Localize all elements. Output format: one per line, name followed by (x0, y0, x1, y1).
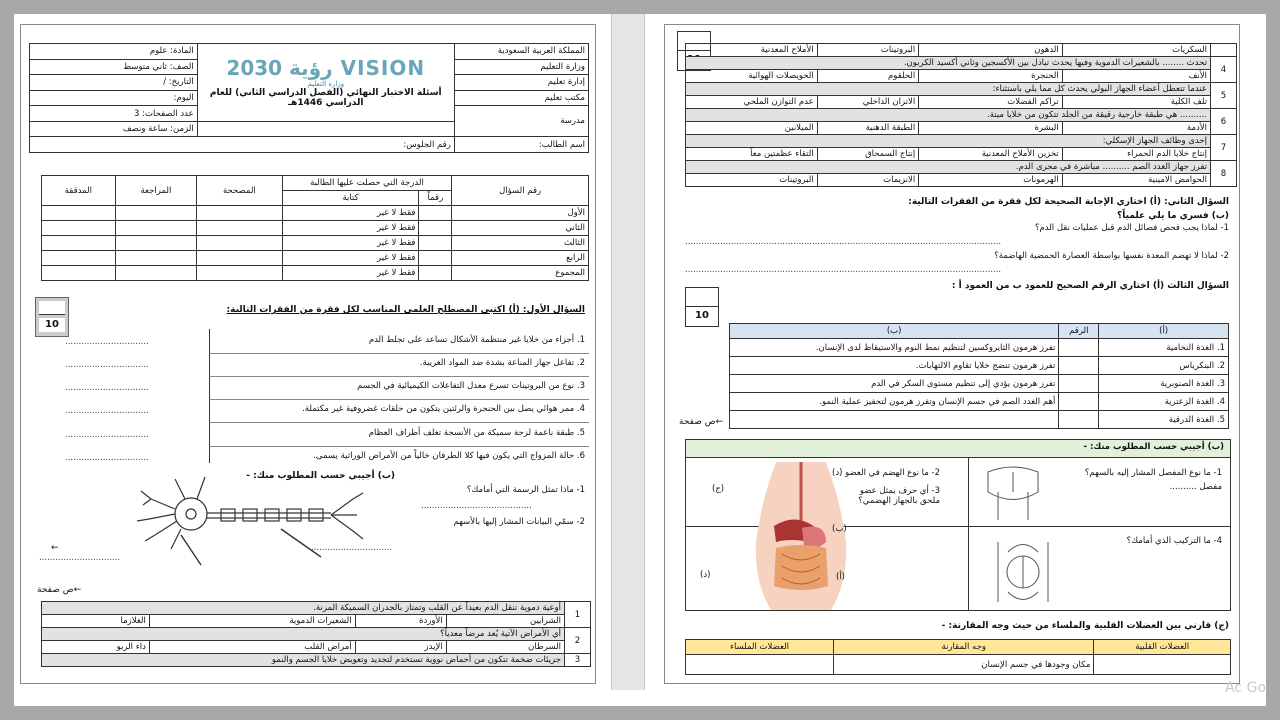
activation-watermark: Ac Go (1225, 680, 1266, 696)
q1-item-1: 1. أجزاء من خلايا غير منتظمة الأشكال تساعد على تجلط الدم (368, 335, 585, 345)
grade-h-digits: رقماً (419, 191, 452, 206)
option: الغلازما (42, 615, 150, 628)
option: الدهون (919, 44, 1062, 57)
option: البروتينات (817, 44, 919, 57)
school-label: مدرسة (454, 106, 588, 137)
knee-joint-illustration (978, 462, 1048, 522)
arrow-label-left: ← (51, 543, 59, 553)
grade-h-question: رقم السؤال (452, 176, 589, 206)
digestive-system-illustration (746, 462, 856, 610)
q1-score-box: 10 (35, 297, 69, 337)
day-label: اليوم: (30, 90, 198, 106)
cmp-h-cardiac: العضلات القلبية (1094, 640, 1231, 655)
option: الشعيرات الدموية (149, 615, 355, 628)
student-name-label: اسم الطالب: (454, 137, 588, 153)
option: السرطان (446, 641, 564, 654)
neuron-illustration (131, 469, 381, 569)
q1-item-2: 2. تفاعل جهاز المناعة بشدة ضد المواد الغريبة. (419, 358, 585, 368)
grade-h-reviewer: المراجعة (115, 176, 196, 206)
mcq-table-left: 1 أوعية دموية تنقل الدم بعيداً عن القلب وتمتاز بالجدران السميكة المرنة. الشرايين الأوردة الشعيرات الدموية الغلازما 2 أي الأمراض الآتية يُعد مرضاً معدياً؟ السرطان الإيدز أمراض القلب داء الربو 3 جزيئات ضخمة تتكون من أحماض نووية تستخدم لتجديد وتعويض خلايا الجسم والنمو (41, 601, 591, 667)
grade-h-corrector: المصححة (197, 176, 283, 206)
date-label: التاريخ: / (30, 75, 198, 91)
turn-page-arrow: ←ص صفحة (37, 585, 82, 595)
q1-item-4: 4. ممر هوائي يصل بين الحنجرة والرئتين يتكون من حلقات غضروفية غير مكتملة. (302, 404, 585, 414)
table-row: مكان وجودها في جسم الإنسان (686, 655, 1231, 675)
table-row: 1. الغدة النخامية تفرز هرمون الثايروكسين لتنظيم نمط النوم والاستيقاظ لدى الإنسان. (730, 339, 1229, 357)
kidney-structure-illustration (978, 532, 1068, 608)
option: الشرايين (446, 615, 564, 628)
table-row: 2. البنكرياس تفرز هرمون تنضج خلايا تقاوم الالتهابات. (730, 357, 1229, 375)
cmp-h-criterion: وجه المقارنة (834, 640, 1094, 655)
comparison-table (685, 639, 1231, 675)
q3c-title: (ج) قارني بين العضلات القلبية والملساء من حيث وجه المقارنة: - (941, 621, 1229, 631)
q3-title: السؤال الثالث (أ) اختاري الرقم الصحيح للعمود ب من العمود أ : (951, 281, 1229, 291)
matching-table (729, 323, 1229, 429)
label-b: (ب) (832, 524, 847, 534)
option: الأوردة (355, 615, 446, 628)
turn-page-arrow-right: ←ص صفحة (679, 417, 724, 427)
exam-page-2: السكريات الدهون البروتينات الأملاح المعدنية 4 تحدث ........ بالشعيرات الدموية وفيها يحدث تبادل بين الأكسجين وثاني أكسيد الكربون. الأنف الحنجرة الحلقوم الحويصلات الهوائية 5 عندما تتعطل أعضاء الجهاز البولي يحدث كل مما يلي باستثناء: تلف الكلية تراكم الفضلات الاتزان الداخلي عدم التوازن الملحي 6 .......... هي طبقة خارجية رقيقة من الجلد تتكون من خلايا ميتة. الأدمة البشرة الطبقة الدهنية الميلانين 7 إحدى وظائف الجهاز الإسكلي: إنتاج خلايا الدم الحمراء تخزين الأملاح المعدنية إنتاج السمحاق التقاء عظمتين معاً 8 تفرز جهاز الغدد الصم .......... مباشرة في مجرى الدم. الحوامض الامينية الهرمونات الانزيمات البروتينات السؤال الثاني: (أ) اختاري الإجابة الصحيحة لكل فقرة من الفقرات التالية: (ب) فسري ما يلي علمياً؟ 1- لماذا يجب فحص فصائل الدم قبل عمليات نقل الدم؟ ..................................................................................................................... 2- لماذا لا تهضم المعدة نفسها بواسطة العصارة الحمضية الهاضمة؟ ..................................................................................................................... السؤال الثالث (أ) اختاري الرقم الصحيح للعمود ب من العمود أ : 10 (أ) الرقم (ب) 1. الغدة النخامية تفرز هرمون الثايروكسين لتنظيم نمط النوم والاستيقاظ لدى الإنسان. 2. البنكرياس تفرز هرمون تنضج خلايا تقاوم الالتهابات. 3. الغدة الصنوبرية تفرز هرمون يؤدي إلى تنظيم مستوى السكر في الدم 4. الغدة الزعترية أهم الغدد الصم في جسم الإنسان وتفرز هرمون لتحفيز عملية النمو. 5. الغدة الدرقية ←ص صفحة (ب) أجيبي حسب المطلوب منك: - 1- ما نوع المفصل المشار إليه بالسهم؟ مفصل .......... 4- ما التركيب الذي أمامك؟ 2- ما نوع الهضم في العضو (د) 3- أي حرف يمثل عضو ملحق بالجهاز الهضمي؟ (ج) (ب) (د) (أ) (ج) قارني بين العضلات القلبية والملساء من حيث وجه المقارنة: - العضلات القلبية وجه المقارنة العضلات الملساء مكان وجودها في جسم الإنسان (664, 24, 1240, 684)
title-area (197, 44, 454, 122)
match-h-a: (أ) (1099, 324, 1229, 339)
q3b-item-1: 1- ما نوع المفصل المشار إليه بالسهم؟ (1084, 468, 1222, 478)
cmp-h-smooth: العضلات الملساء (686, 640, 834, 655)
q1-item-5: 5. طبقة ناعمة لزجة سميكة من الأنسجة تغلف أطراف العظام (368, 428, 585, 438)
q3b-item-1-answer: مفصل .......... (1169, 482, 1222, 492)
page-gutter (611, 14, 645, 690)
q3b-title: (ب) أجيبي حسب المطلوب منك: - (686, 440, 1230, 458)
label-c: (ج) (712, 484, 725, 494)
option: الأملاح المعدنية (686, 44, 818, 57)
q3b-item-3: 3- أي حرف يمثل عضو ملحق بالجهاز الهضمي؟ (858, 486, 940, 506)
q1-item-6: 6. حالة المزواج التي يكون فيها كلا الطرفان خالياً من الأمراض الوراثية يسمى. (313, 451, 585, 461)
grade-label: الصف: ثاني متوسط (30, 59, 198, 75)
table-row: الثالث فقط لا غير (42, 236, 589, 251)
exam-page-1: المملكة العربية السعودية VISION رؤية 2030 وزارة التعليم أسئلة الاختبار النهائي (الفصل الدراسي الثاني) للعام الدراسي 1446هـ المادة: علوم وزارة التعليم الصف: ثاني متوسط إدارة تعليم التاريخ: / مكتب تعليم اليوم: مدرسة عدد الصفحات: 3 الزمن: ساعة ونصف اسم الطالب: رقم الجلوس: رقم السؤال الدرجة التي حصلت عليها الطالبة المصححة المراجعة المدققة رقماً كتابة الأول فقط لا غير الثاني فقط لا غير الثالث فقط لا غير الرابع فقط لا غير المجموع فقط لا غير 10 السؤال الأول: (أ) اكتبي المصطلح العلمي المناسب لكل فقرة من الفقرات التالية: 1. أجزاء من خلايا غير منتظمة الأشكال تساعد على تجلط الدم 2. تفاعل جهاز المناعة بشدة ضد المواد الغريبة. 3. نوع من البروتينات تسرع معدل التفاعلات الكيميائية في الجسم 4. ممر هوائي يصل بين الحنجرة والرئتين يتكون من حلقات غضروفية غير مكتملة. 5. طبقة ناعمة لزجة سميكة من الأنسجة تغلف أطراف العظام 6. حالة المزواج التي يكون فيها كلا الطرفان خالياً من الأمراض الوراثية يسمى. ............................... ............................... ............................... ............................... ............................... ............................... (ب) أجيبي حسب المطلوب منك: - 1- ماذا تمثل الرسمة التي أمامك؟ ......................................... 2- سمّي البيانات المشار إليها بالأسهم ← .............................. .............................. ←ص صفحة 1 أوعية دموية تنقل الدم بعيداً عن القلب وتمتاز بالجدران السميكة المرنة. الشرايين الأوردة الشعيرات الدموية الغلازما 2 أي الأمراض الآتية يُعد مرضاً معدياً؟ السرطان الإيدز أمراض القلب داء الربو 3 جزيئات ضخمة تتكون من أحماض نووية تستخدم لتجديد وتعويض خلايا الجسم والنمو (20, 24, 596, 684)
q1-title: السؤال الأول: (أ) اكتبي المصطلح العلمي المناسب لكل فقرة من الفقرات التالية: (226, 305, 585, 315)
q3b-item-4: 4- ما التركيب الذي أمامك؟ (1126, 536, 1222, 546)
exam-header (29, 43, 589, 153)
country-label: المملكة العربية السعودية (454, 44, 588, 60)
q2b-item-1: 1- لماذا يجب فحص فصائل الدم قبل عمليات نقل الدم؟ (1034, 223, 1229, 233)
seat-number-label: رقم الجلوس: (30, 137, 455, 153)
label-d: (د) (700, 570, 711, 580)
exam-title: أسئلة الاختبار النهائي (الفصل الدراسي الثاني) للعام الدراسي 1446هـ (209, 88, 442, 109)
table-row: 4. الغدة الزعترية أهم الغدد الصم في جسم الإنسان وتفرز هرمون لتحفيز عملية النمو. (730, 393, 1229, 411)
q3-score-box: 10 (685, 287, 719, 327)
q2b-item-2: 2- لماذا لا تهضم المعدة نفسها بواسطة العصارة الحمضية الهاضمة؟ (994, 251, 1229, 261)
q1-item-3: 3. نوع من البروتينات تسرع معدل التفاعلات الكيميائية في الجسم (357, 381, 585, 391)
option: داء الربو (42, 641, 150, 654)
q2-title: السؤال الثاني: (أ) اختاري الإجابة الصحيحة لكل فقرة من الفقرات التالية: (908, 197, 1229, 207)
q1b-title: (ب) أجيبي حسب المطلوب منك: - (246, 471, 395, 481)
match-h-num: الرقم (1059, 324, 1099, 339)
option: أمراض القلب (149, 641, 355, 654)
match-h-b: (ب) (730, 324, 1059, 339)
table-row: الثاني فقط لا غير (42, 221, 589, 236)
option: الإيدز (355, 641, 446, 654)
q2b-title: (ب) فسري ما يلي علمياً؟ (1117, 211, 1229, 221)
table-row: 5. الغدة الدرقية (730, 411, 1229, 429)
grade-h-auditor: المدققة (42, 176, 116, 206)
grade-table (41, 175, 589, 281)
q3b-item-2: 2- ما نوع الهضم في العضو (د) (832, 468, 940, 478)
q3b-box (685, 439, 1231, 611)
ministry-label: وزارة التعليم (454, 59, 588, 75)
admin-label: إدارة تعليم (454, 75, 588, 91)
pages-label: عدد الصفحات: 3 (30, 106, 198, 122)
vision-logo: VISION رؤية 2030 وزارة التعليم (226, 56, 426, 89)
table-row: الأول فقط لا غير (42, 206, 589, 221)
grade-h-score: الدرجة التي حصلت عليها الطالبة (282, 176, 452, 191)
mcq-table-right: السكريات الدهون البروتينات الأملاح المعدنية 4 تحدث ........ بالشعيرات الدموية وفيها يحدث تبادل بين الأكسجين وثاني أكسيد الكربون. الأنف الحنجرة الحلقوم الحويصلات الهوائية 5 عندما تتعطل أعضاء الجهاز البولي يحدث كل مما يلي باستثناء: تلف الكلية تراكم الفضلات الاتزان الداخلي عدم التوازن الملحي 6 .......... هي طبقة خارجية رقيقة من الجلد تتكون من خلايا ميتة. الأدمة البشرة الطبقة الدهنية الميلانين 7 إحدى وظائف الجهاز الإسكلي: إنتاج خلايا الدم الحمراء تخزين الأملاح المعدنية إنتاج السمحاق التقاء عظمتين معاً 8 تفرز جهاز الغدد الصم .......... مباشرة في مجرى الدم. الحوامض الامينية الهرمونات الانزيمات البروتينات (685, 43, 1237, 187)
time-label: الزمن: ساعة ونصف (30, 121, 198, 137)
office-label: مكتب تعليم (454, 90, 588, 106)
q1b-item-2: 2- سمّي البيانات المشار إليها بالأسهم (453, 517, 585, 527)
grade-h-words: كتابة (282, 191, 419, 206)
table-row: 3. الغدة الصنوبرية تفرز هرمون يؤدي إلى تنظيم مستوى السكر في الدم (730, 375, 1229, 393)
table-row: المجموع فقط لا غير (42, 266, 589, 281)
q1b-item-1: 1- ماذا تمثل الرسمة التي أمامك؟ (466, 485, 585, 495)
table-row: الرابع فقط لا غير (42, 251, 589, 266)
subject-label: المادة: علوم (30, 44, 198, 60)
option: السكريات (1062, 44, 1210, 57)
label-a: (أ) (836, 572, 845, 582)
